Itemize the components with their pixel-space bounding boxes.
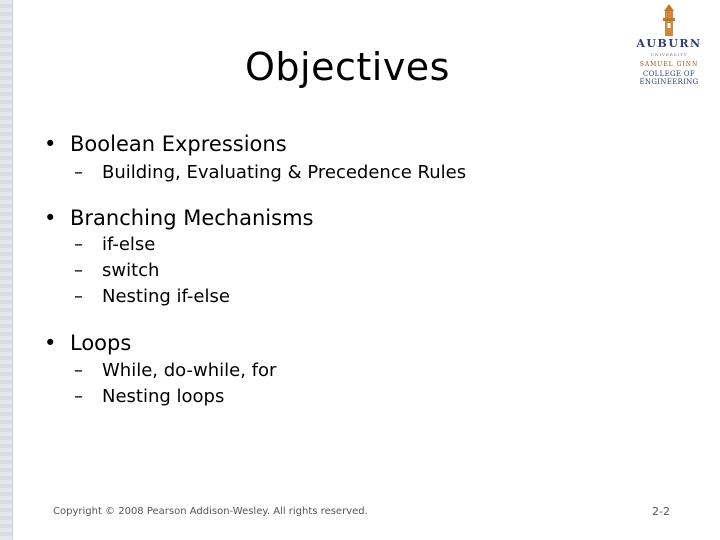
sub-item-text: switch (102, 260, 160, 281)
bullet-dot-icon: • (44, 132, 57, 156)
footer-copyright: Copyright © 2008 Pearson Addison-Wesley. All rights reserved. (53, 506, 368, 517)
sub-item-text: if-else (102, 234, 156, 255)
bullet-text: Boolean Expressions (70, 132, 287, 156)
sub-item (74, 385, 224, 409)
bullet-text: Loops (70, 331, 132, 355)
sub-item (74, 285, 230, 309)
dash-icon: – (74, 234, 83, 255)
bullet-text: Branching Mechanisms (70, 206, 314, 230)
sub-item (74, 359, 276, 383)
dash-icon: – (74, 386, 83, 407)
sub-item-text: Building, Evaluating & Precedence Rules (102, 162, 467, 183)
sub-item (74, 259, 159, 283)
university-logo (620, 4, 718, 84)
bullet-item (44, 130, 287, 158)
dash-icon: – (74, 162, 83, 183)
slide-title: Objectives (245, 45, 450, 89)
dash-icon: – (74, 260, 83, 281)
logo-name: AUBURN (636, 37, 702, 50)
decorative-left-strip (0, 0, 13, 540)
dash-icon: – (74, 360, 83, 381)
sub-item-text: Nesting if-else (102, 286, 230, 307)
dash-icon: – (74, 286, 83, 307)
bullet-dot-icon: • (44, 206, 57, 230)
sub-item-text: Nesting loops (102, 386, 225, 407)
bullet-dot-icon: • (44, 331, 57, 355)
logo-line-2: COLLEGE OF ENGINEERING (639, 70, 699, 86)
logo-line-1: SAMUEL GINN (639, 61, 699, 68)
page-number: 2-2 (652, 505, 670, 518)
logo-subline: UNIVERSITY (650, 52, 688, 57)
tower-icon (620, 4, 718, 38)
bullet-item (44, 204, 313, 232)
bullet-item (44, 329, 131, 357)
sub-item-text: While, do-while, for (102, 360, 277, 381)
sub-item (74, 233, 155, 257)
sub-item (74, 161, 466, 185)
